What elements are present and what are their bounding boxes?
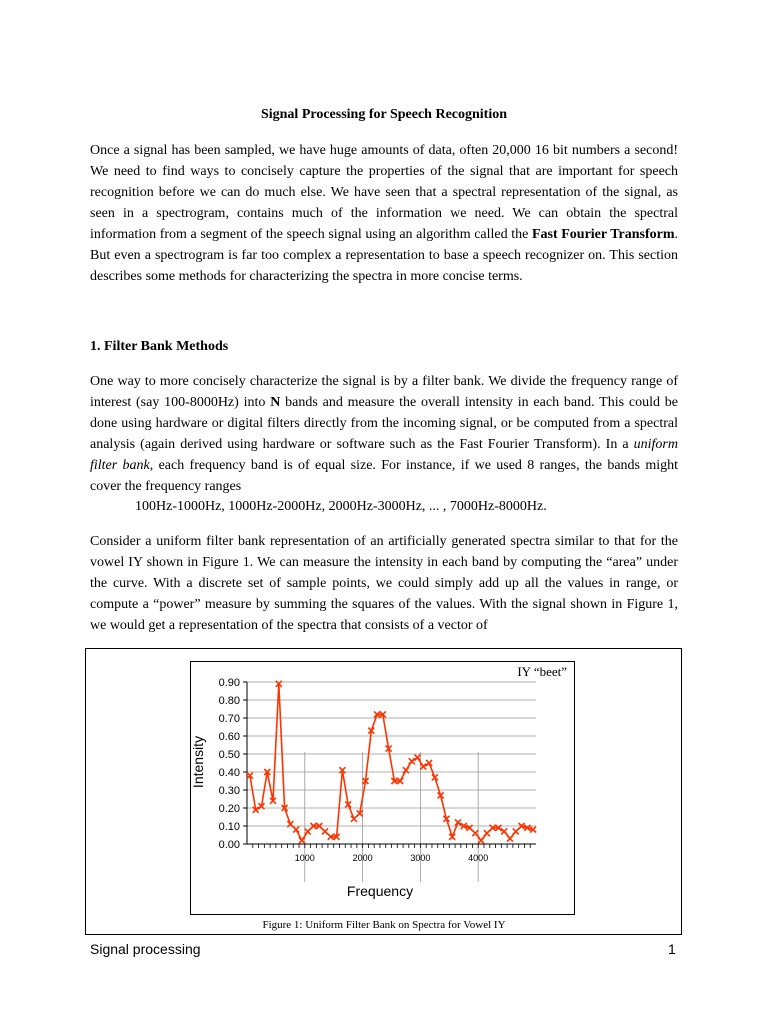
para2-text-2: bands and measure the overall intensity in each band. This could be done using hardware or digital filters directly from the incoming signal, or be computed from a spectral analysis (again derived using hardware or software such as the Fast Fourier Transform). In a (90, 395, 678, 452)
document-title: Signal Processing for Speech Recognition (260, 107, 508, 122)
figure-caption: Figure 1: Uniform Filter Bank on Spectra for Vowel IY (262, 919, 506, 931)
y-tick-label: 0.00 (218, 839, 240, 851)
n-term: N (270, 395, 281, 410)
x-tick-label: 4000 (468, 853, 489, 863)
x-axis-label: Frequency (346, 883, 414, 899)
fft-term: Fast Fourier Transform (531, 227, 675, 242)
x-tick-label: 2000 (352, 853, 373, 863)
intro-text-2: . But even a spectrogram is far too complex a representation to base a speech recognizer on. This section describes some methods for characterizing the spectra in more concise terms. (90, 227, 678, 284)
x-tick-label: 1000 (294, 853, 315, 863)
y-tick-label: 0.10 (218, 821, 240, 833)
chart-frame (191, 662, 575, 915)
uniform-filter-bank-term: uniform filter bank (90, 437, 678, 473)
intro-paragraph (90, 140, 678, 287)
para2-text-1: One way to more concisely characterize the signal is by a filter bank. We divide the frequency range of interest (say 100-8000Hz) into (90, 374, 678, 410)
y-tick-label: 0.30 (218, 785, 240, 797)
y-tick-label: 0.70 (218, 713, 240, 725)
footer-title: Signal processing (90, 941, 201, 957)
y-tick-label: 0.20 (218, 803, 240, 815)
page-number: 1 (668, 941, 676, 957)
x-tick-label: 3000 (410, 853, 431, 863)
y-tick-label: 0.80 (218, 695, 240, 707)
y-tick-label: 0.60 (218, 731, 240, 743)
y-axis-label: Intensity (190, 735, 206, 789)
para2-text-3: , each frequency band is of equal size. For instance, if we used 8 ranges, the bands might cover the frequency ranges (90, 458, 679, 494)
chart-title: IY “beet” (517, 664, 567, 679)
intro-text-1: Once a signal has been sampled, we have huge amounts of data, often 20,000 16 bit numbers a second! We need to find ways to concisely capture the properties of the signal that are important for speech recognition before we can do much else. We have seen that a spectral representation of the signal, as seen in a spectrogram, contains much of the information we need. We can obtain the spectral information from a segment of the speech signal using an algorithm called the (90, 143, 678, 242)
uniform-filter-paragraph: Consider a uniform filter bank representation of an artificially generated spectra similar to that for the vowel IY shown in Figure 1. We can measure the intensity in each band by computing the “area” under the curve. With a discrete set of sample points, we could simply add up all the values in range, or compute a “power” measure by summing the squares of the values. With the signal shown in Figure 1, we would get a representation of the spectra that consists of a vector of (90, 534, 678, 633)
spectrum-chart (190, 661, 575, 915)
section-heading-filter-bank: 1. Filter Bank Methods (90, 339, 229, 354)
frequency-ranges: 100Hz-1000Hz, 1000Hz-2000Hz, 2000Hz-3000Hz, ... , 7000Hz-8000Hz. (135, 499, 547, 514)
y-tick-label: 0.90 (218, 677, 240, 689)
y-tick-label: 0.50 (218, 749, 240, 761)
y-tick-label: 0.40 (218, 767, 240, 779)
filter-bank-paragraph (90, 371, 678, 497)
